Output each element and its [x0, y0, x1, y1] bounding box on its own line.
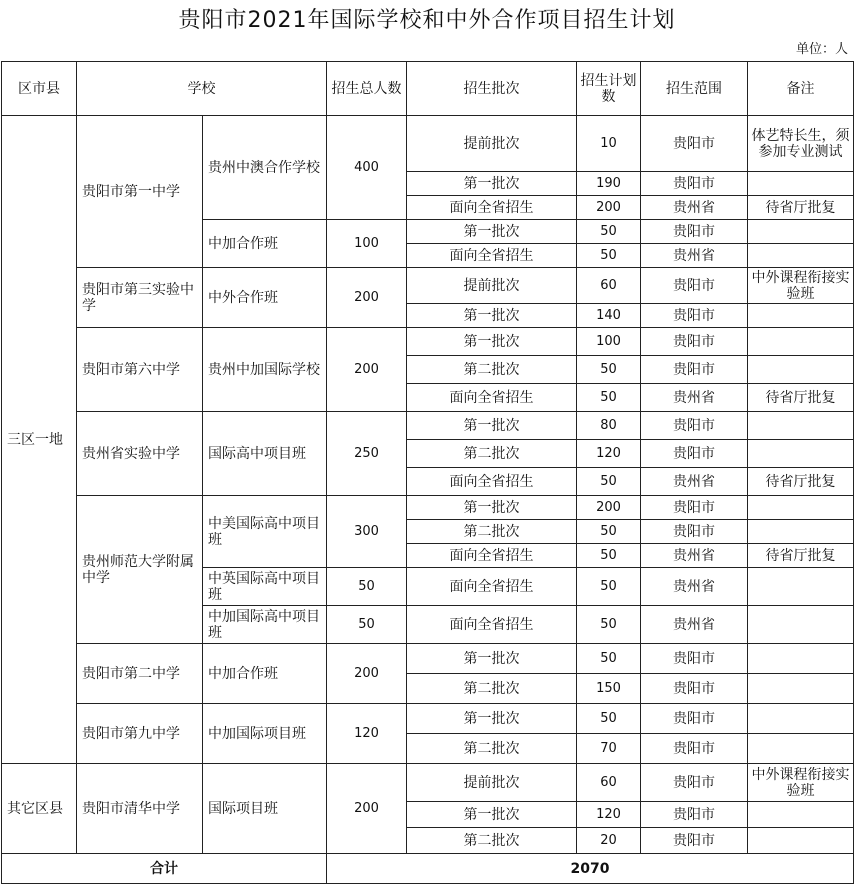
note-cell — [748, 828, 854, 854]
scope-cell: 贵阳市 — [641, 440, 748, 468]
batch-cell: 第二批次 — [407, 828, 577, 854]
note-cell — [748, 802, 854, 828]
batch-cell: 面向全省招生 — [407, 468, 577, 496]
program-cell: 中加国际高中项目班 — [203, 606, 327, 644]
plan-cell: 70 — [577, 734, 641, 764]
plan-cell: 190 — [577, 172, 641, 196]
note-cell: 待省厅批复 — [748, 196, 854, 220]
scope-cell: 贵州省 — [641, 568, 748, 606]
plan-cell: 10 — [577, 116, 641, 172]
note-cell — [748, 674, 854, 704]
scope-cell: 贵阳市 — [641, 496, 748, 520]
header-batch: 招生批次 — [407, 62, 577, 116]
program-cell: 中加合作班 — [203, 644, 327, 704]
program-cell: 贵州中加国际学校 — [203, 328, 327, 412]
enrollment-table — [1, 61, 854, 884]
table-row — [2, 704, 854, 734]
scope-cell: 贵阳市 — [641, 520, 748, 544]
note-cell — [748, 220, 854, 244]
plan-cell: 120 — [577, 440, 641, 468]
total-cell: 200 — [327, 268, 407, 328]
note-cell — [748, 704, 854, 734]
plan-cell: 50 — [577, 244, 641, 268]
scope-cell: 贵阳市 — [641, 802, 748, 828]
scope-cell: 贵阳市 — [641, 734, 748, 764]
scope-cell: 贵阳市 — [641, 828, 748, 854]
batch-cell: 第二批次 — [407, 734, 577, 764]
batch-cell: 第一批次 — [407, 220, 577, 244]
header-note: 备注 — [748, 62, 854, 116]
batch-cell: 面向全省招生 — [407, 544, 577, 568]
plan-cell: 50 — [577, 544, 641, 568]
plan-cell: 200 — [577, 496, 641, 520]
batch-cell: 第二批次 — [407, 520, 577, 544]
note-cell: 中外课程衔接实验班 — [748, 764, 854, 802]
note-cell — [748, 734, 854, 764]
scope-cell: 贵阳市 — [641, 704, 748, 734]
batch-cell: 提前批次 — [407, 116, 577, 172]
scope-cell: 贵州省 — [641, 244, 748, 268]
total-cell: 50 — [327, 606, 407, 644]
batch-cell: 面向全省招生 — [407, 244, 577, 268]
total-value: 2070 — [327, 854, 854, 884]
batch-cell: 第一批次 — [407, 328, 577, 356]
batch-cell: 第一批次 — [407, 704, 577, 734]
table-row — [2, 644, 854, 674]
batch-cell: 提前批次 — [407, 764, 577, 802]
school-cell: 贵阳市清华中学 — [77, 764, 203, 854]
header-plan: 招生计划数 — [577, 62, 641, 116]
plan-cell: 60 — [577, 764, 641, 802]
note-cell: 待省厅批复 — [748, 544, 854, 568]
table-row — [2, 116, 854, 172]
total-cell: 200 — [327, 644, 407, 704]
plan-cell: 80 — [577, 412, 641, 440]
batch-cell: 第一批次 — [407, 644, 577, 674]
total-cell: 120 — [327, 704, 407, 764]
header-district: 区市县 — [2, 62, 77, 116]
plan-cell: 50 — [577, 384, 641, 412]
scope-cell: 贵阳市 — [641, 356, 748, 384]
plan-cell: 20 — [577, 828, 641, 854]
scope-cell: 贵阳市 — [641, 328, 748, 356]
batch-cell: 第二批次 — [407, 674, 577, 704]
program-cell: 中外合作班 — [203, 268, 327, 328]
school-cell: 贵阳市第一中学 — [77, 116, 203, 268]
scope-cell: 贵阳市 — [641, 674, 748, 704]
plan-cell: 50 — [577, 356, 641, 384]
note-cell: 待省厅批复 — [748, 384, 854, 412]
batch-cell: 第一批次 — [407, 802, 577, 828]
scope-cell: 贵阳市 — [641, 764, 748, 802]
total-cell: 100 — [327, 220, 407, 268]
plan-cell: 150 — [577, 674, 641, 704]
table-row — [2, 412, 854, 440]
plan-cell: 140 — [577, 304, 641, 328]
program-cell: 中美国际高中项目班 — [203, 496, 327, 568]
total-cell: 300 — [327, 496, 407, 568]
batch-cell: 面向全省招生 — [407, 606, 577, 644]
note-cell — [748, 244, 854, 268]
scope-cell: 贵州省 — [641, 196, 748, 220]
school-cell: 贵州师范大学附属中学 — [77, 496, 203, 644]
district-cell: 其它区县 — [2, 764, 77, 854]
batch-cell: 面向全省招生 — [407, 568, 577, 606]
school-cell: 贵州省实验中学 — [77, 412, 203, 496]
table-body — [2, 62, 854, 884]
total-cell: 200 — [327, 764, 407, 854]
school-cell: 贵阳市第二中学 — [77, 644, 203, 704]
scope-cell: 贵阳市 — [641, 304, 748, 328]
scope-cell: 贵阳市 — [641, 268, 748, 304]
scope-cell: 贵州省 — [641, 468, 748, 496]
plan-cell: 50 — [577, 468, 641, 496]
batch-cell: 第二批次 — [407, 440, 577, 468]
plan-cell: 50 — [577, 520, 641, 544]
note-cell — [748, 172, 854, 196]
plan-cell: 50 — [577, 644, 641, 674]
program-cell: 中加国际项目班 — [203, 704, 327, 764]
note-cell — [748, 356, 854, 384]
note-cell: 中外课程衔接实验班 — [748, 268, 854, 304]
header-row — [2, 62, 854, 116]
plan-cell: 50 — [577, 568, 641, 606]
plan-cell: 50 — [577, 220, 641, 244]
plan-cell: 200 — [577, 196, 641, 220]
program-cell: 国际项目班 — [203, 764, 327, 854]
total-cell: 200 — [327, 328, 407, 412]
plan-cell: 60 — [577, 268, 641, 304]
scope-cell: 贵州省 — [641, 606, 748, 644]
note-cell: 待省厅批复 — [748, 468, 854, 496]
scope-cell: 贵州省 — [641, 544, 748, 568]
total-label: 合计 — [2, 854, 327, 884]
plan-cell: 100 — [577, 328, 641, 356]
program-cell: 中加合作班 — [203, 220, 327, 268]
district-cell: 三区一地 — [2, 116, 77, 764]
batch-cell: 提前批次 — [407, 268, 577, 304]
total-cell: 50 — [327, 568, 407, 606]
program-cell: 贵州中澳合作学校 — [203, 116, 327, 220]
scope-cell: 贵阳市 — [641, 116, 748, 172]
note-cell — [748, 520, 854, 544]
page-title: 贵阳市2021年国际学校和中外合作项目招生计划 — [178, 8, 676, 33]
batch-cell: 第一批次 — [407, 496, 577, 520]
header-scope: 招生范围 — [641, 62, 748, 116]
total-cell: 250 — [327, 412, 407, 496]
note-cell — [748, 644, 854, 674]
note-cell — [748, 606, 854, 644]
school-cell: 贵阳市第三实验中学 — [77, 268, 203, 328]
unit-label: 单位：人 — [795, 42, 848, 57]
note-cell — [748, 440, 854, 468]
total-cell: 400 — [327, 116, 407, 220]
note-cell: 体艺特长生，须参加专业测试 — [748, 116, 854, 172]
scope-cell: 贵阳市 — [641, 644, 748, 674]
program-cell: 国际高中项目班 — [203, 412, 327, 496]
plan-cell: 50 — [577, 704, 641, 734]
table-row — [2, 764, 854, 802]
batch-cell: 面向全省招生 — [407, 196, 577, 220]
note-cell — [748, 568, 854, 606]
batch-cell: 面向全省招生 — [407, 384, 577, 412]
scope-cell: 贵阳市 — [641, 220, 748, 244]
batch-cell: 第一批次 — [407, 304, 577, 328]
note-cell — [748, 496, 854, 520]
total-row — [2, 854, 854, 884]
school-cell: 贵阳市第六中学 — [77, 328, 203, 412]
table-row — [2, 268, 854, 304]
note-cell — [748, 304, 854, 328]
scope-cell: 贵阳市 — [641, 412, 748, 440]
header-total: 招生总人数 — [327, 62, 407, 116]
table-row — [2, 328, 854, 356]
program-cell: 中英国际高中项目班 — [203, 568, 327, 606]
batch-cell: 第二批次 — [407, 356, 577, 384]
plan-cell: 120 — [577, 802, 641, 828]
table-row — [2, 496, 854, 520]
plan-cell: 50 — [577, 606, 641, 644]
scope-cell: 贵州省 — [641, 384, 748, 412]
batch-cell: 第一批次 — [407, 412, 577, 440]
header-school: 学校 — [77, 62, 327, 116]
note-cell — [748, 412, 854, 440]
note-cell — [748, 328, 854, 356]
batch-cell: 第一批次 — [407, 172, 577, 196]
school-cell: 贵阳市第九中学 — [77, 704, 203, 764]
scope-cell: 贵阳市 — [641, 172, 748, 196]
